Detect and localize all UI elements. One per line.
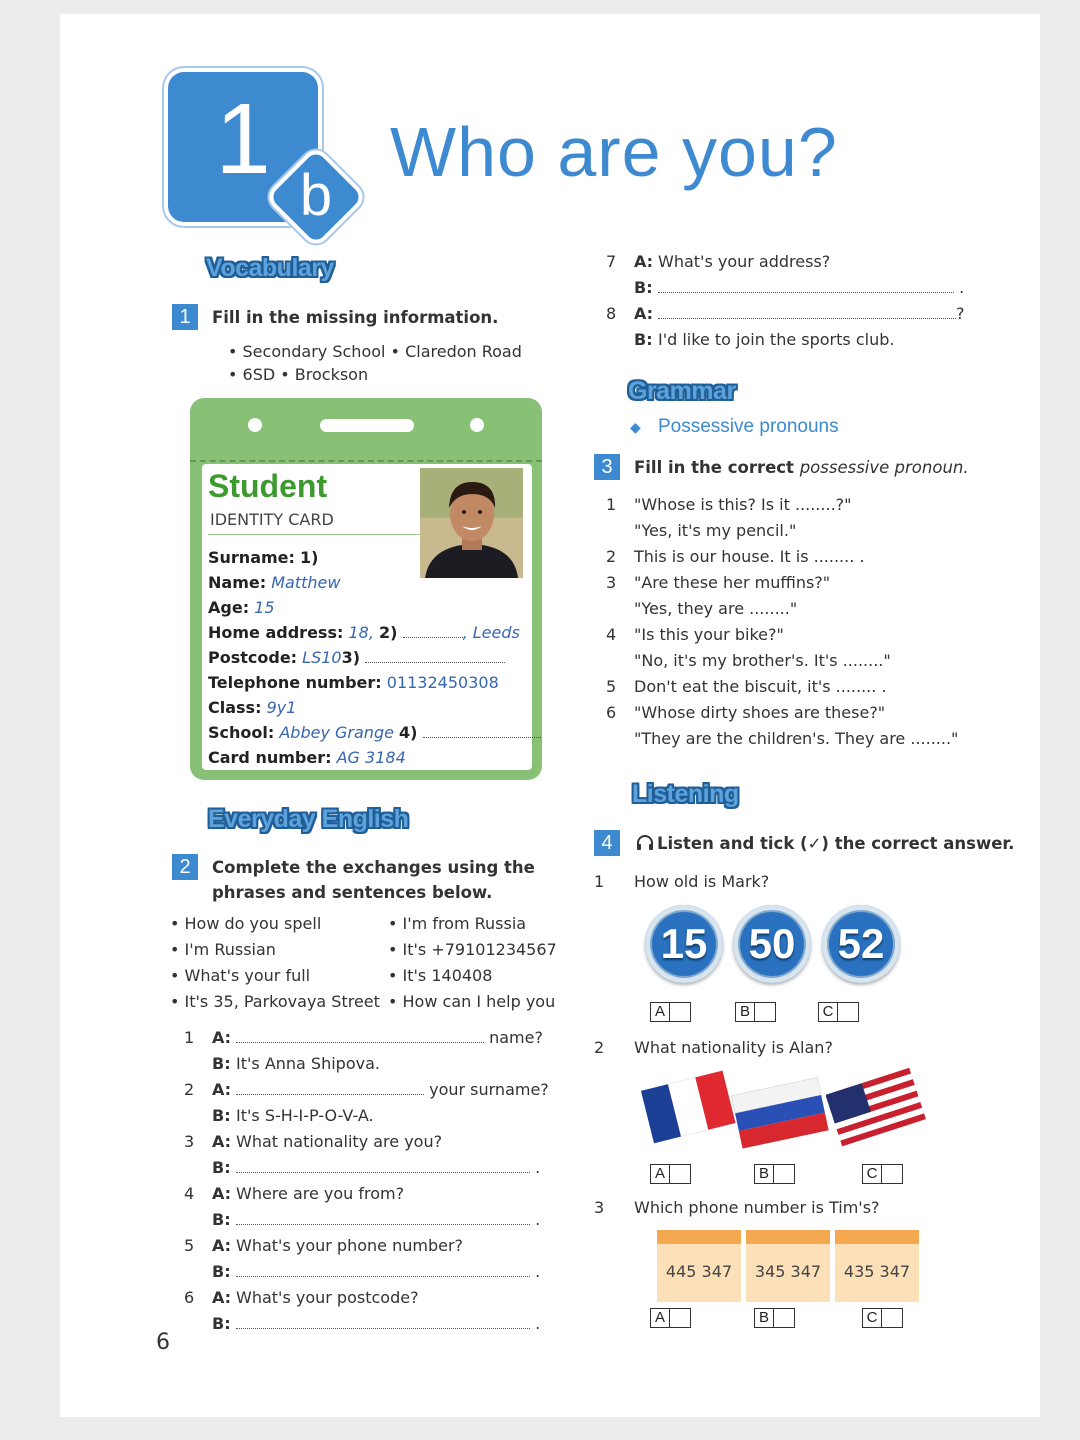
q2-tick-a[interactable] [650, 1164, 691, 1184]
ex2-item-8-a-line [658, 304, 965, 324]
postcode-label: Postcode: [208, 648, 298, 667]
student-id-card [190, 398, 542, 780]
q1-tick-b[interactable] [735, 1002, 776, 1022]
card-number-row [208, 748, 406, 767]
school-label: School: [208, 723, 275, 742]
russian-flag [730, 1074, 830, 1152]
cardnum-value: AG 3184 [336, 748, 406, 767]
ex2-item-6-number: 6 [184, 1288, 195, 1307]
q2-tick-b-letter: B [754, 1164, 774, 1184]
ex2-item-1-a-blank[interactable] [236, 1030, 484, 1043]
ex2-item-2-number: 2 [184, 1080, 195, 1099]
ex2-item-1-b-text: It's Anna Shipova. [236, 1054, 380, 1073]
ex2-item-2-a-line [236, 1080, 549, 1100]
ex2-item-4-b-line [236, 1210, 540, 1230]
exercise-1-instruction: Fill in the missing information. [212, 308, 499, 327]
phone-option-b-number: 345 347 [754, 1262, 822, 1281]
card-postcode-row [208, 648, 505, 667]
ex2-item-4-b-blank[interactable] [236, 1212, 530, 1225]
ex2-item-1-a-label: A: [212, 1028, 232, 1047]
school-blank[interactable] [423, 725, 541, 738]
class-label: Class: [208, 698, 262, 717]
ex2-item-5-b-label: B: [212, 1262, 231, 1281]
ex4-q1-number: 1 [594, 872, 605, 891]
q1-tick-c[interactable] [818, 1002, 859, 1022]
exercise-3-instruction [634, 455, 969, 480]
ex2-item-1-b-label: B: [212, 1054, 231, 1073]
ex3-item-3-line1: "Are these her muffins?" [634, 573, 831, 592]
ex4-q1-text: How old is Mark? [634, 872, 770, 891]
ex3-item-1-line1: "Whose is this? Is it ........?" [634, 495, 852, 514]
exercise-2-instruction-line2: phrases and sentences below. [212, 883, 493, 902]
ex2-item-3-a-text: What nationality are you? [236, 1132, 443, 1151]
ex2-item-6-b-line [236, 1314, 540, 1334]
age-value: 15 [254, 598, 275, 617]
ex4-q3-text: Which phone number is Tim's? [634, 1198, 880, 1217]
postcode-blank[interactable] [365, 650, 505, 663]
card-slot [320, 419, 414, 432]
ex2-item-7-a-label: A: [634, 252, 654, 271]
q3-tick-c-letter: C [862, 1308, 882, 1328]
ex3-item-2-line1: This is our house. It is ........ . [634, 547, 865, 566]
ex2-item-7-b-label: B: [634, 278, 653, 297]
ex3-item-4-number: 4 [606, 625, 617, 644]
ex3-item-2-number: 2 [606, 547, 617, 566]
exercise-3-instruction-italic: possessive pronoun. [799, 458, 969, 477]
ex2-item-4-a-text: Where are you from? [236, 1184, 405, 1203]
ex2-item-2-b-label: B: [212, 1106, 231, 1125]
ex2-item-6-b-text: . [535, 1314, 541, 1333]
address-suffix: , Leeds [462, 623, 520, 642]
phone-option-b [746, 1230, 830, 1302]
card-age-row [208, 598, 275, 617]
ex2-item-8-b-text: I'd like to join the sports club. [658, 330, 895, 349]
ex2-item-2-a-label: A: [212, 1080, 232, 1099]
card-body [202, 464, 532, 770]
ex2-item-4-b-text: . [535, 1210, 541, 1229]
ex2-item-4-number: 4 [184, 1184, 195, 1203]
ex2-item-7-a-text: What's your address? [658, 252, 831, 271]
q3-tick-a-letter: A [650, 1308, 670, 1328]
page-number: 6 [156, 1330, 170, 1355]
phrase-right-2: • It's +79101234567 [388, 940, 557, 959]
ex3-item-6-line2: "They are the children's. They are ........" [634, 729, 959, 748]
phrase-left-2: • I'm Russian [170, 940, 276, 959]
ex3-item-5-line1: Don't eat the biscuit, it's ........ . [634, 677, 887, 696]
grammar-topic: Possessive pronouns [658, 416, 839, 437]
q1-tick-a-box[interactable] [670, 1002, 691, 1022]
ex2-item-7-b-line [658, 278, 964, 298]
ex2-item-3-b-line [236, 1158, 540, 1178]
ex2-item-4-a-label: A: [212, 1184, 232, 1203]
q3-tick-b-letter: B [754, 1308, 774, 1328]
phone-option-c [835, 1230, 919, 1302]
phrase-left-4: • It's 35, Parkovaya Street [170, 992, 380, 1011]
q2-tick-b-box[interactable] [774, 1164, 795, 1184]
address-prefix: 18, [348, 623, 374, 642]
q2-tick-c-box[interactable] [882, 1164, 903, 1184]
q1-tick-b-letter: B [735, 1002, 755, 1022]
school-gap-number: 4) [399, 723, 418, 742]
ex2-item-7-b-text: . [959, 278, 965, 297]
ex2-item-5-number: 5 [184, 1236, 195, 1255]
ex2-item-3-b-blank[interactable] [236, 1160, 530, 1173]
card-hole-right [470, 418, 484, 432]
ex2-item-1-a-line [236, 1028, 543, 1048]
q1-tick-c-letter: C [818, 1002, 838, 1022]
unit-number: 1 [215, 83, 271, 195]
ex2-item-6-b-blank[interactable] [236, 1316, 530, 1329]
ex2-item-2-b-text: It's S-H-I-P-O-V-A. [236, 1106, 374, 1125]
q3-tick-b-box[interactable] [774, 1308, 795, 1328]
card-title: Student [208, 468, 328, 504]
exercise-3-instruction-bold: Fill in the correct [634, 458, 794, 477]
card-name-row [208, 573, 340, 592]
french-flag [638, 1066, 738, 1146]
ex2-item-8-b-label: B: [634, 330, 653, 349]
q3-tick-a[interactable] [650, 1308, 691, 1328]
ex2-item-2-a-blank[interactable] [236, 1082, 424, 1095]
ex3-item-1-line2: "Yes, it's my pencil." [634, 521, 797, 540]
q1-tick-a[interactable] [650, 1002, 691, 1022]
card-surname-row [208, 548, 318, 567]
workbook-page [60, 14, 1040, 1417]
ex2-item-8-a-label: A: [634, 304, 654, 323]
ex2-item-6-b-label: B: [212, 1314, 231, 1333]
card-phone-row [208, 673, 499, 692]
age-option-b: 50 [733, 905, 811, 983]
card-subtitle: IDENTITY CARD [210, 510, 334, 529]
ex2-item-5-b-line [236, 1262, 540, 1282]
ex3-item-4-line2: "No, it's my brother's. It's ........" [634, 651, 891, 670]
age-option-a: 15 [645, 905, 723, 983]
grammar-heading: Grammar [628, 377, 736, 405]
exercise-1-words-line1: • Secondary School • Claredon Road [228, 342, 522, 361]
ex4-q2-text: What nationality is Alan? [634, 1038, 833, 1057]
cardnum-label: Card number: [208, 748, 332, 767]
card-address-row [208, 623, 520, 642]
exercise-2-instruction-line1: Complete the exchanges using the [212, 858, 535, 877]
ex2-item-7-b-blank[interactable] [658, 280, 954, 293]
page-title: Who are you? [390, 113, 838, 191]
card-school-row [208, 723, 541, 742]
ex2-item-2-a-text: your surname? [429, 1080, 549, 1099]
ex2-item-8-a-text: ? [956, 304, 965, 323]
phone-option-a [657, 1230, 741, 1302]
phrase-right-4: • How can I help you [388, 992, 556, 1011]
school-value: Abbey Grange [279, 723, 394, 742]
q2-tick-b[interactable] [754, 1164, 795, 1184]
phone-value: 01132450308 [386, 673, 499, 692]
unit-letter: b [299, 163, 333, 228]
ex3-item-3-number: 3 [606, 573, 617, 592]
q2-tick-c[interactable] [862, 1164, 903, 1184]
q1-tick-c-box[interactable] [838, 1002, 859, 1022]
card-holder-top [190, 398, 542, 462]
ex2-item-3-number: 3 [184, 1132, 195, 1151]
q3-tick-c[interactable] [862, 1308, 903, 1328]
q2-tick-a-letter: A [650, 1164, 670, 1184]
ex2-item-3-b-label: B: [212, 1158, 231, 1177]
q3-tick-a-box[interactable] [670, 1308, 691, 1328]
phone-option-a-bar [657, 1230, 741, 1244]
ex2-item-5-b-blank[interactable] [236, 1264, 530, 1277]
student-photo [420, 468, 523, 578]
q3-tick-c-box[interactable] [882, 1308, 903, 1328]
ex2-item-8-a-blank[interactable] [658, 306, 956, 319]
listening-heading: Listening [632, 780, 739, 808]
phrase-left-1: • How do you spell [170, 914, 322, 933]
phone-option-b-bar [746, 1230, 830, 1244]
surname-label: Surname: [208, 548, 295, 567]
ex2-item-5-a-text: What's your phone number? [236, 1236, 464, 1255]
ex3-item-3-line2: "Yes, they are ........" [634, 599, 798, 618]
address-gap-number: 2) [379, 623, 398, 642]
exercise-1-words-line2: • 6SD • Brockson [228, 365, 369, 384]
ex2-item-6-a-label: A: [212, 1288, 232, 1307]
ex2-item-1-number: 1 [184, 1028, 195, 1047]
q2-tick-c-letter: C [862, 1164, 882, 1184]
ex2-item-5-a-label: A: [212, 1236, 232, 1255]
name-label: Name: [208, 573, 267, 592]
card-class-row [208, 698, 296, 717]
phrase-left-3: • What's your full [170, 966, 311, 985]
ex4-q3-number: 3 [594, 1198, 605, 1217]
ex2-item-6-a-text: What's your postcode? [236, 1288, 419, 1307]
phone-label: Telephone number: [208, 673, 382, 692]
phone-option-a-number: 445 347 [665, 1262, 733, 1281]
ex2-item-4-b-label: B: [212, 1210, 231, 1229]
ex3-item-4-line1: "Is this your bike?" [634, 625, 784, 644]
ex2-item-5-b-text: . [535, 1262, 541, 1281]
age-option-c: 52 [822, 905, 900, 983]
ex2-item-3-b-text: . [535, 1158, 541, 1177]
ex2-item-1-a-text: name? [489, 1028, 543, 1047]
student-photo-image [420, 468, 523, 578]
phone-option-c-bar [835, 1230, 919, 1244]
postcode-value: LS10 [302, 648, 342, 667]
q2-tick-a-box[interactable] [670, 1164, 691, 1184]
vocabulary-heading: Vocabulary [206, 254, 334, 282]
address-label: Home address: [208, 623, 344, 642]
q3-tick-b[interactable] [754, 1308, 795, 1328]
exercise-4-instruction: Listen and tick (✓) the correct answer. [657, 834, 1015, 853]
q1-tick-b-box[interactable] [755, 1002, 776, 1022]
american-flag [826, 1066, 926, 1150]
ex3-item-5-number: 5 [606, 677, 617, 696]
surname-gap-number: 1) [300, 548, 319, 567]
ex2-item-8-number: 8 [606, 304, 617, 323]
ex2-item-3-a-label: A: [212, 1132, 232, 1151]
diamond-bullet-icon: ◆ [630, 420, 641, 436]
ex3-item-6-number: 6 [606, 703, 617, 722]
name-value: Matthew [271, 573, 341, 592]
phone-option-c-number: 435 347 [843, 1262, 911, 1281]
exercise-3-number: 3 [594, 454, 620, 480]
phrase-right-3: • It's 140408 [388, 966, 493, 985]
everyday-english-heading: Everyday English [208, 805, 409, 833]
headphones-icon [636, 834, 654, 856]
q1-tick-a-letter: A [650, 1002, 670, 1022]
postcode-gap-number: 3) [341, 648, 361, 667]
phrase-right-1: • I'm from Russia [388, 914, 527, 933]
ex4-q2-number: 2 [594, 1038, 605, 1057]
card-hole-left [248, 418, 262, 432]
age-label: Age: [208, 598, 250, 617]
exercise-1-number: 1 [172, 304, 198, 330]
ex3-item-6-line1: "Whose dirty shoes are these?" [634, 703, 886, 722]
card-divider [208, 534, 428, 535]
ex2-item-7-number: 7 [606, 252, 617, 271]
ex3-item-1-number: 1 [606, 495, 617, 514]
address-blank[interactable] [403, 625, 463, 638]
class-value: 9y1 [266, 698, 297, 717]
exercise-4-number: 4 [594, 830, 620, 856]
exercise-2-number: 2 [172, 854, 198, 880]
